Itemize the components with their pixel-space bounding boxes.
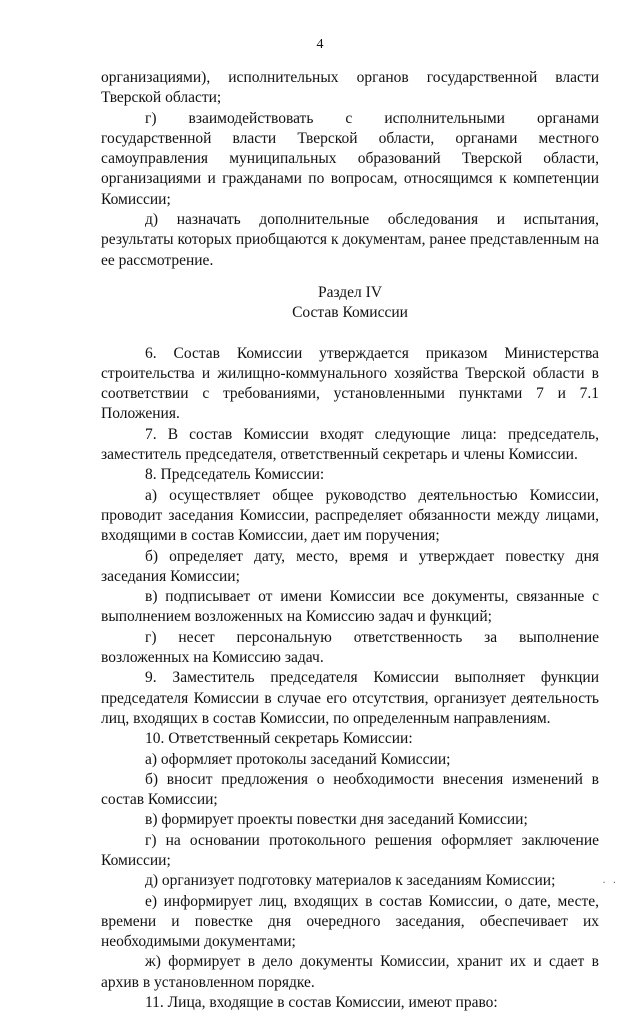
- paragraph: б) определяет дату, место, время и утверждает повестку дня заседания Комиссии;: [101, 547, 599, 585]
- paragraphs-after-section: [101, 344, 599, 1013]
- section-title: Раздел IV: [317, 283, 383, 301]
- paragraph: в) подписывает от имени Комиссии все документы, связанные с выполнением возложенных на Комиссию задач и функций;: [101, 588, 599, 626]
- document-body: [101, 68, 599, 1013]
- paragraph: ж) формирует в дело документы Комиссии, хранит их и сдает в архив в установленном порядке.: [101, 953, 599, 991]
- page-number: 4: [316, 37, 324, 52]
- paragraph: организациями), исполнительных органов государственной власти Тверской области;: [101, 69, 599, 107]
- paragraph: 11. Лица, входящие в состав Комиссии, имеют право:: [145, 994, 498, 1012]
- scan-corner-mark: . .: [602, 874, 618, 886]
- paragraph: 9. Заместитель председателя Комиссии выполняет функции председателя Комиссии в случае его отсутствия, организует деятельность лиц, входящих в состав Комиссии, по определенным направлениям.: [101, 669, 599, 727]
- paragraph: г) несет персональную ответственность за выполнение возложенных на Комиссию задач.: [101, 628, 599, 667]
- paragraph: 6. Состав Комиссии утверждается приказом Министерства строительства и жилищно-коммунального хозяйства Тверской области в соответствии с требованиями, установленными пунктами 7 и 7.1 Положения.: [101, 344, 599, 423]
- paragraphs-before-section: [101, 68, 599, 271]
- paragraph: г) на основании протокольного решения оформляет заключение Комиссии;: [101, 831, 599, 869]
- paragraph: в) формирует проекты повестки дня заседаний Комиссии;: [145, 811, 528, 829]
- paragraph: а) оформляет протоколы заседаний Комиссии;: [145, 750, 451, 768]
- paragraph: 7. В состав Комиссии входят следующие лица: председатель, заместитель председателя, ответственный секретарь и члены Комиссии.: [101, 425, 599, 464]
- paragraph: б) вносит предложения о необходимости внесения изменений в состав Комиссии;: [101, 770, 599, 809]
- paragraph: 8. Председатель Комиссии:: [145, 466, 325, 484]
- paragraph: д) организует подготовку материалов к заседаниям Комиссии;: [145, 872, 556, 890]
- paragraph: е) информирует лиц, входящих в состав Комиссии, о дате, месте, времени и повестке дня очередного заседания, обеспечивает их необходимыми документами;: [101, 892, 599, 951]
- paragraph: г) взаимодействовать с исполнительными органами государственной власти Тверской области, органами местного самоуправления муниципальных образований Тверской области, организациями и гражданами по вопросам, относящимся к компетенции Комиссии;: [101, 109, 599, 208]
- section-subtitle: Состав Комиссии: [292, 304, 408, 322]
- paragraph: д) назначать дополнительные обследования и испытания, результаты которых приобщаются к документам, ранее представленным на ее рассмотрение.: [101, 211, 599, 269]
- paragraph: 10. Ответственный секретарь Комиссии:: [145, 730, 413, 748]
- paragraph: а) осуществляет общее руководство деятельностью Комиссии, проводит заседания Комиссии, распределяет обязанности между лицами, входящими в состав Комиссии, дает им поручения;: [101, 486, 599, 545]
